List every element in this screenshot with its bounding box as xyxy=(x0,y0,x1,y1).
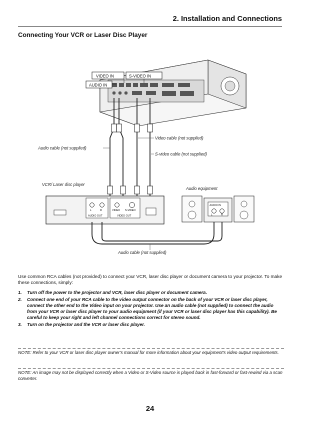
projector-illustration xyxy=(100,60,246,126)
note-2-divider xyxy=(18,368,284,369)
vcr-illustration xyxy=(46,196,164,224)
vcr-video-out: VIDEO OUT xyxy=(117,214,132,218)
vcr-port-video: VIDEO xyxy=(112,209,121,212)
audio-port-audio-in: AUDIO IN xyxy=(209,204,222,207)
step-1-number: 1. xyxy=(18,290,22,295)
step-2 xyxy=(18,297,284,321)
audio-cable-label: Audio cable (not supplied) xyxy=(38,145,87,151)
step-3-number: 3. xyxy=(18,322,22,328)
steps-list xyxy=(18,290,284,330)
audio-cable-bottom-label: Audio cable (not supplied) xyxy=(118,250,167,255)
svideo-in-label: S-VIDEO IN xyxy=(129,73,152,79)
vcr-audio-out: AUDIO OUT xyxy=(88,214,103,218)
vcr-port-l: L xyxy=(90,209,92,212)
svideo-cable-label: S-video cable (not supplied) xyxy=(155,151,207,157)
page-header-title: 2. Installation and Connections xyxy=(172,14,282,23)
note-1: NOTE: Refer to your VCR or laser disc player owner's manual for more information about your equipment's video output requirements. xyxy=(18,350,279,355)
step-3 xyxy=(18,322,284,328)
audio-port-r: R xyxy=(221,213,223,217)
page-number: 24 xyxy=(145,404,155,413)
video-cable-label: Video cable (not supplied) xyxy=(155,135,204,141)
audio-port-l: L xyxy=(211,213,213,217)
vcr-label: VCR/ Laser disc player xyxy=(42,182,85,187)
section-title: Connecting Your VCR or Laser Disc Player xyxy=(18,32,148,39)
note-2: NOTE: An image may not be displayed correctly when a Video or S-Video source is played back in fast-forward or fast-rewind via a scan converter. xyxy=(18,370,283,381)
intro-text: Use common RCA cables (not provided) to connect your VCR, laser disc player or document camera to your projector. To make these connections, simply: xyxy=(18,274,283,286)
audio-equipment-illustration xyxy=(182,196,254,222)
audio-equipment-label: Audio equipment xyxy=(186,186,218,191)
step-2-number: 2. xyxy=(18,297,22,303)
connection-diagram xyxy=(0,38,300,270)
step-1 xyxy=(18,290,284,296)
header-rule xyxy=(18,26,282,27)
step-2-text: Connect one end of your RCA cable to the video output connector on the back of your VCR or laser disc player, connect the other end to the Video input on your projector. Use an audio cable (not supplied) to connect the audio from your VCR or laser disc player to your audio equipment (if your VCR or laser disc player has this capability). Be careful to keep your right and left channel connections correct for stereo sound. xyxy=(27,297,277,321)
note-1-divider xyxy=(18,348,284,349)
video-in-label: VIDEO IN xyxy=(96,73,114,79)
audio-in-label: AUDIO IN xyxy=(89,82,108,88)
vcr-port-r: R xyxy=(100,209,102,212)
step-1-text: Turn off the power to the projector and VCR, laser disc player or document camera. xyxy=(27,290,207,295)
step-3-text: Turn on the projector and the VCR or laser disc player. xyxy=(27,322,145,328)
vcr-port-svideo: S-VIDEO xyxy=(125,209,136,212)
